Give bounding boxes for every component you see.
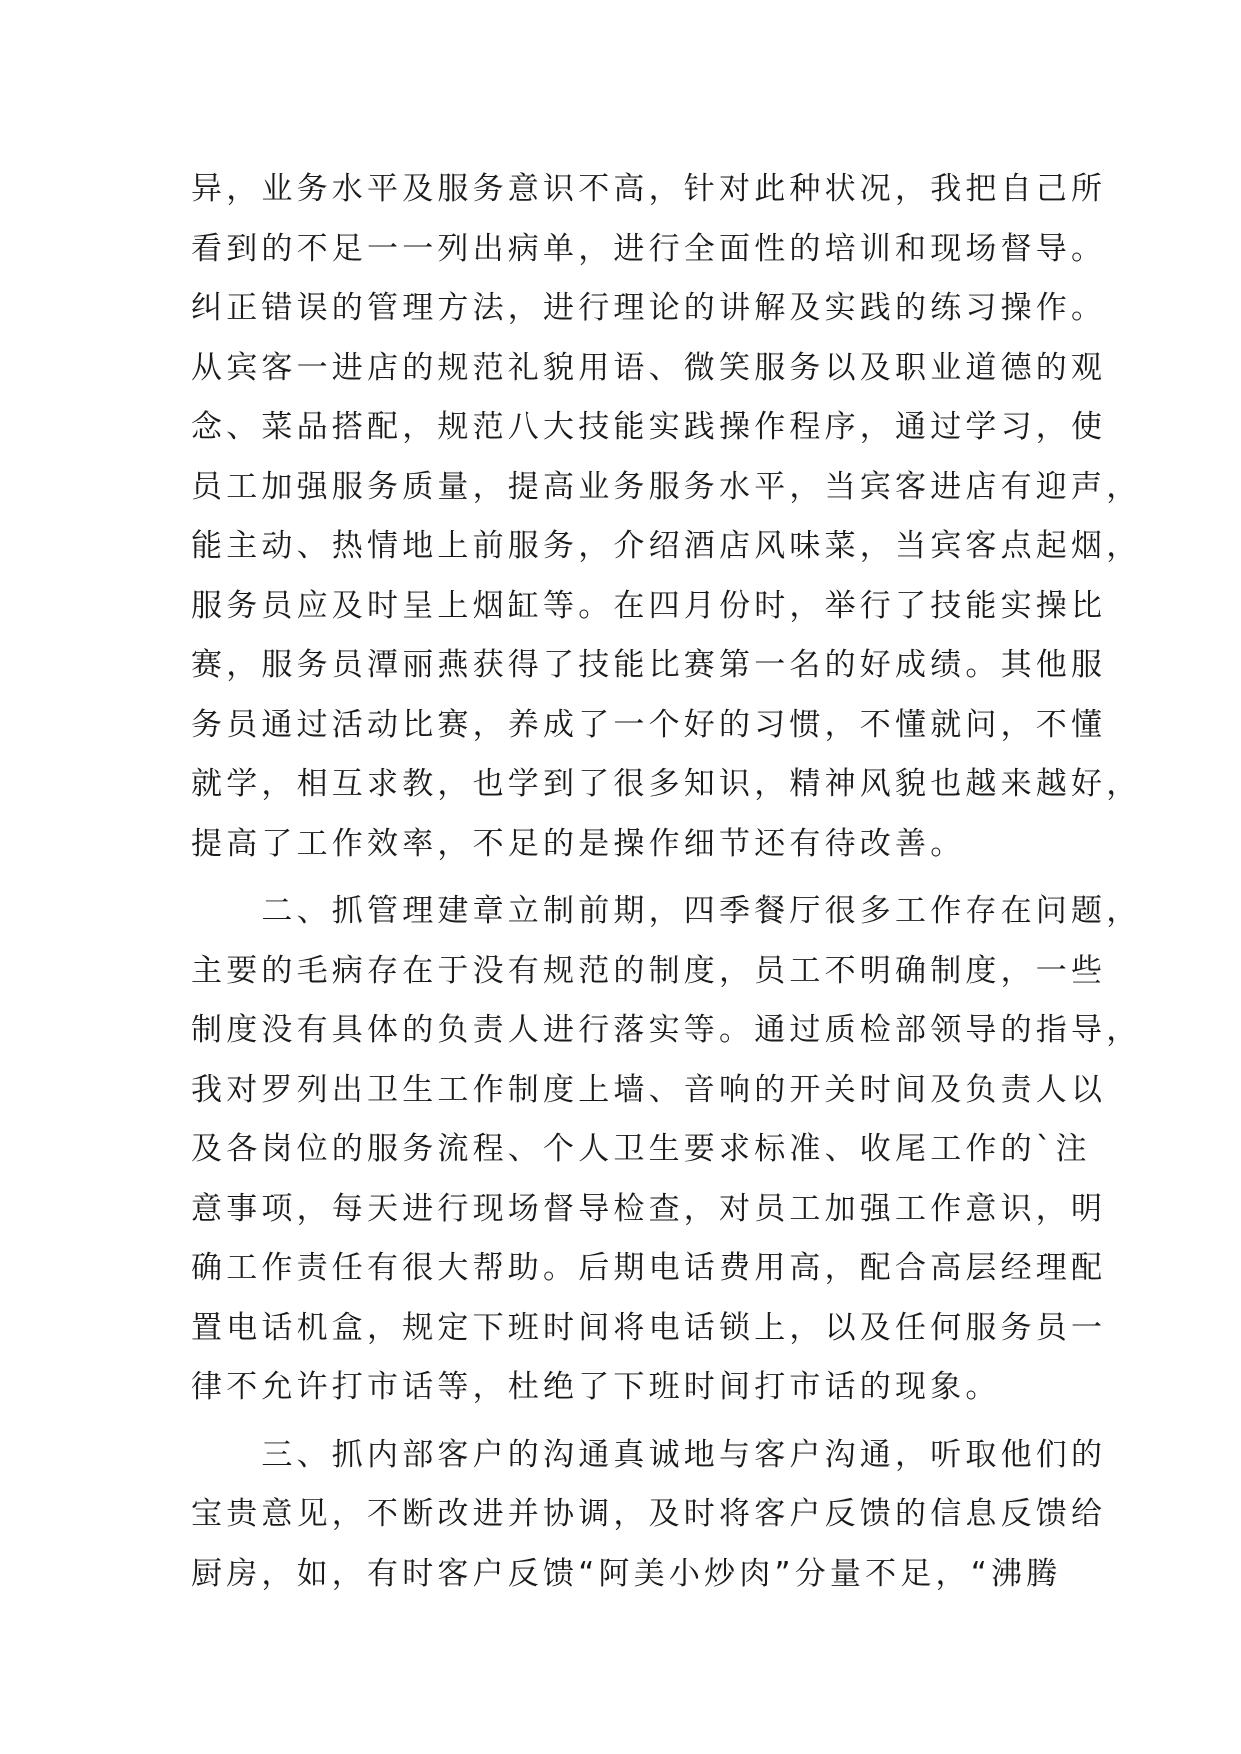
text-line: 宝贵意见，不断改进并协调，及时将客户反馈的信息反馈给 [191, 1496, 1107, 1532]
text-line: 主要的毛病存在于没有规范的制度，员工不明确制度，一些 [191, 952, 1107, 989]
paragraph-gap [191, 1418, 1071, 1426]
text-line: 厨房，如，有时客户反馈“阿美小炒肉”分量不足，“沸腾 [191, 1555, 1062, 1592]
text-line: 务员通过活动比赛，养成了一个好的习惯，不懂就问，不懂 [191, 706, 1107, 743]
text-line: 纠正错误的管理方法，进行理论的讲解及实践的练习操作。 [191, 290, 1107, 326]
text-line: 意事项，每天进行现场督导检查，对员工加强工作意识，明 [191, 1190, 1107, 1227]
text-line: 念、菜品搭配，规范八大技能实践操作程序，通过学习，使 [191, 409, 1107, 445]
text-line: 我对罗列出卫生工作制度上墙、音响的开关时间及负责人以 [191, 1071, 1107, 1108]
text-line: 赛，服务员潭丽燕获得了技能比赛第一名的好成绩。其他服 [191, 647, 1107, 683]
paragraph-gap [191, 874, 1071, 882]
text-line: 确工作责任有很大帮助。后期电话费用高，配合高层经理配 [191, 1250, 1107, 1286]
text-line: 提高了工作效率，不足的是操作细节还有待改善。 [191, 825, 966, 862]
text-line: 异，业务水平及服务意识不高，针对此种状况，我把自己所 [191, 171, 1107, 207]
text-line: 及各岗位的服务流程、个人卫生要求标准、收尾工作的`注 [191, 1131, 1091, 1167]
text-line: 员工加强服务质量，提高业务服务水平，当宾客进店有迎声， [191, 468, 1142, 505]
text-line: 二、抓管理建章立制前期，四季餐厅很多工作存在问题， [191, 893, 1142, 929]
text-line: 从宾客一进店的规范礼貌用语、微笑服务以及职业道德的观 [191, 349, 1107, 386]
body-text [191, 160, 1142, 1604]
text-line: 服务员应及时呈上烟缸等。在四月份时，举行了技能实操比 [191, 587, 1107, 624]
text-line: 律不允许打市话等，杜绝了下班时间打市话的现象。 [191, 1369, 1001, 1405]
text-line: 制度没有具体的负责人进行落实等。通过质检部领导的指导， [191, 1012, 1142, 1048]
text-line: 能主动、热情地上前服务，介绍酒店风味菜，当宾客点起烟， [191, 528, 1142, 564]
text-line: 置电话机盒，规定下班时间将电话锁上，以及任何服务员一 [191, 1309, 1107, 1346]
text-line: 看到的不足一一列出病单，进行全面性的培训和现场督导。 [191, 230, 1107, 267]
text-line: 就学，相互求教，也学到了很多知识，精神风貌也越来越好， [191, 766, 1142, 802]
text-line: 三、抓内部客户的沟通真诚地与客户沟通，听取他们的 [191, 1436, 1107, 1473]
